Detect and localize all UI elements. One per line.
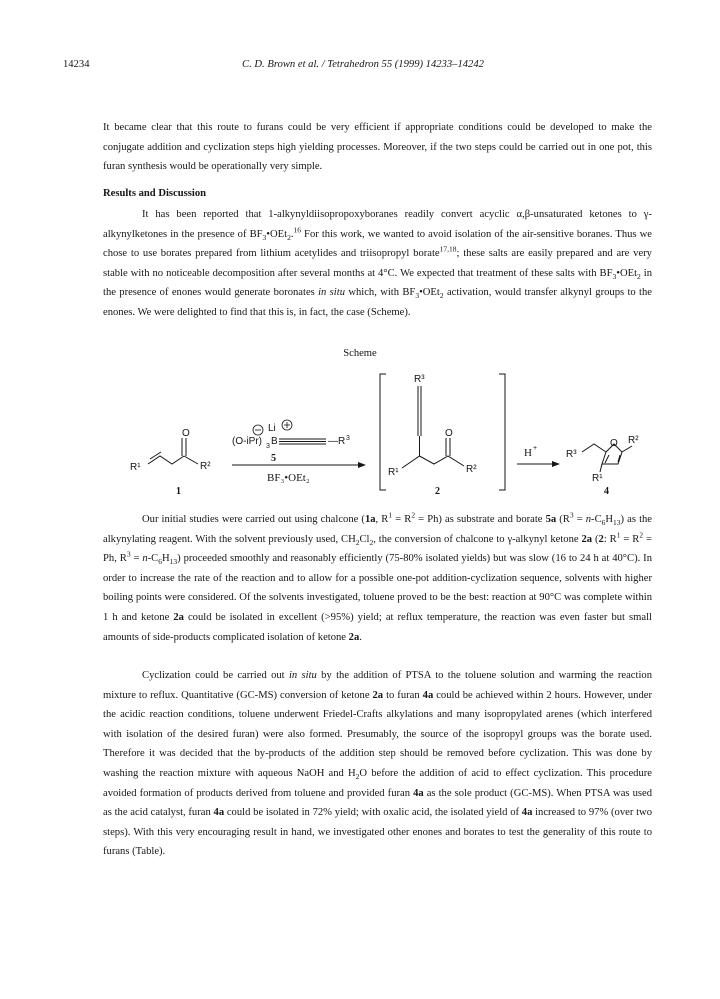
furan-structure bbox=[582, 444, 632, 472]
r1-label-1: R¹ bbox=[130, 462, 141, 473]
lewis-acid-label: BF₃•OEt₂ bbox=[267, 472, 310, 484]
scheme-title: Scheme bbox=[343, 348, 377, 359]
acid-label: H bbox=[524, 447, 532, 459]
running-head: C. D. Brown et al. / Tetrahedron 55 (1999) 14233–14242 bbox=[242, 59, 484, 70]
enone-structure bbox=[148, 438, 198, 464]
section-title: Results and Discussion bbox=[103, 188, 207, 199]
oxygen-label-2: O bbox=[445, 428, 453, 439]
r1-label-4: R¹ bbox=[592, 473, 603, 484]
intermediate-bracket bbox=[380, 374, 505, 490]
compound-5-label: 5 bbox=[271, 453, 276, 464]
r3-label-4: R³ bbox=[566, 449, 577, 460]
compound-1-label: 1 bbox=[176, 486, 181, 497]
r3-label-2: R³ bbox=[414, 374, 425, 385]
arrow-head-2 bbox=[552, 461, 560, 467]
reaction-scheme bbox=[120, 368, 640, 500]
lithium-label: Li bbox=[268, 423, 276, 434]
intro-paragraph: It became clear that this route to furans could be very efficient if appropriate conditions could be developed to make the conjugate addition and cyclization steps high yielding processes. Moreover, if the two steps could be carried out in one pot, this furan synthesis would be operationally very simple. bbox=[103, 122, 652, 173]
page-number: 14234 bbox=[63, 59, 90, 70]
reference-superscript: 16 bbox=[293, 225, 301, 235]
svg-text:—: — bbox=[328, 436, 338, 447]
ketone-2-structure bbox=[402, 386, 464, 468]
results-paragraph-2: Our initial studies were carried out using chalcone (1a, $R^1 = R^2 = Ph$) as substrate and borate 5a $(R^3 = n-C_6H_{13})$ as the alkynylating reagent. With the solvent previously used, $CH_2Cl_2$, the conversion of chalcone to γ-alkynyl ketone 2a (2: $R^1 = R^2 = Ph$, $R^3 = n-C_6H_{13}$) proceeded smoothly and reasonably efficiently (75-80% isolated yields) but was slow (16 to 24 h at 40°C). In order to increase the rate of the reaction and to allow for a possible one-pot addition-cyclization sequence, solvents with higher boiling points were considered. Of the solvents investigated, toluene proved to be the best: reaction at 90°C was complete within 1 h and ketone 2a could be isolated in excellent (>95%) yield; at reflux temperature, the reaction was even faster but small amounts of side-products complicated isolation of ketone 2a. bbox=[103, 510, 653, 643]
results-paragraph-1: It has been reported that 1-alkynyldiisopropoxyboranes readily convert acyclic α,β-unsaturated ketones to γ-alkynylketones in the presence of $BF_3•OEt_2.^{16}$ For this work, we wanted to avoid isolation of the air-sensitive boranes. Thus we chose to use borates prepared from lithium acetylides and triisopropyl borate$^{17,18}$; these salts are easily prepared and are very stable with no noticeable decomposition after several months at 4°C. We expected that treatment of these salts with $BF_3•OEt_2$ in the presence of enones would generate boronates in situ which, with $BF_3•OEt_2$ activation, would transfer alkynyl groups to the enones. We were delighted to find that this is, in fact, the case (Scheme). bbox=[103, 209, 652, 318]
r2-label-4: R² bbox=[628, 435, 639, 446]
results-paragraph-3: Cyclization could be carried out in situ by the addition of PTSA to the toluene solution and warming the reaction mixture to reflux. Quantitative (GC-MS) conversion of ketone 2a to furan 4a could be achieved within 2 hours. However, under the acidic reaction conditions, toluene underwent Friedel-Crafts alkylations and many isopropylated arenes (which interfered with isolation of the desired furan) were also formed. Presumably, the source of the isopropyl groups was the borate used. Therefore it was decided that the by-products of the addition step should be removed before cyclization. This was done by washing the reaction mixture with aqueous NaOH and $H_2O$ before the addition of acid to effect cyclization. This procedure avoided formation of products derived from toluene and provided furan 4a as the sole product (GC-MS). When PTSA was used as the acid catalyst, furan 4a could be isolated in 72% yield; with oxalic acid, the isolated yield of 4a increased to 97% (over two steps). With this very encouraging result in hand, we investigated other enones and borates to test the generality of this route to furans (Table). bbox=[103, 670, 652, 858]
furan-oxygen-label: O bbox=[610, 438, 618, 449]
r2-label-2: R² bbox=[466, 464, 477, 475]
svg-text:B: B bbox=[271, 436, 278, 447]
r2-label-1: R² bbox=[200, 461, 211, 472]
r1-label-2: R¹ bbox=[388, 467, 399, 478]
svg-text:3: 3 bbox=[346, 435, 350, 442]
reference-superscript: 17,18 bbox=[439, 244, 457, 254]
compound-4-label: 4 bbox=[604, 486, 609, 497]
borate-r3: R bbox=[338, 436, 346, 447]
arrow-head-1 bbox=[358, 462, 366, 468]
svg-text:3: 3 bbox=[266, 443, 270, 450]
acid-superscript: + bbox=[533, 445, 538, 452]
borate-prefix: (O-iPr) bbox=[232, 436, 262, 447]
compound-2-label: 2 bbox=[435, 486, 440, 497]
oxygen-label-1: O bbox=[182, 428, 190, 439]
